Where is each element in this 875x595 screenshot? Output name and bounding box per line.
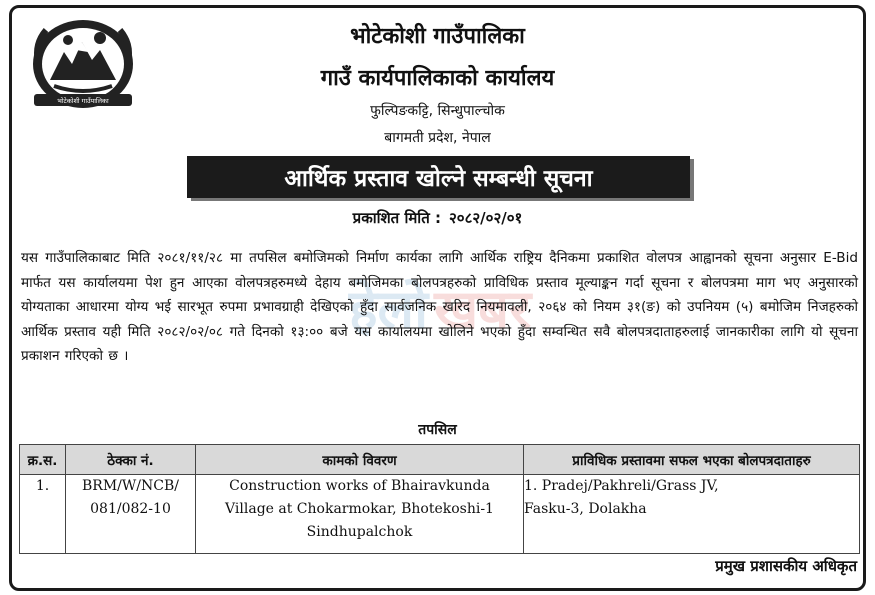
published-date-value: २०८२/०२/०१ — [448, 209, 523, 227]
bidder-line-2: Fasku-3, Dolakha — [524, 501, 647, 517]
contract-no-line-2: 081/082-10 — [90, 501, 171, 517]
header-sn: क्र.स. — [20, 445, 66, 475]
work-line-1: Construction works of Bhairavkunda — [229, 478, 490, 494]
bidder-line-1: 1. Pradej/Pakhreli/Grass JV, — [524, 478, 719, 494]
table-header-row — [20, 445, 860, 475]
notice-title: आर्थिक प्रस्ताव खोल्ने सम्बन्धी सूचना — [187, 156, 690, 198]
address-line-1: फुल्पिङकट्टि, सिन्धुपाल्चोक — [370, 103, 505, 119]
header-contract-no: ठेक्का नं. — [66, 445, 196, 475]
office-name: भोटेकोशी गाउँपालिका — [350, 24, 525, 49]
address-line-2: बागमती प्रदेश, नेपाल — [384, 130, 491, 146]
cell-work-description — [196, 475, 524, 554]
signatory-title: प्रमुख प्रशासकीय अधिकृत — [715, 557, 857, 575]
published-date-label: प्रकाशित मिति : — [352, 209, 441, 227]
contract-no-line-1: BRM/W/NCB/ — [82, 478, 179, 494]
svg-text:भोटेकोशी गाउँपालिका: भोटेकोशी गाउँपालिका — [57, 97, 109, 105]
bidders-table — [19, 444, 860, 554]
cell-sn: 1. — [20, 475, 66, 554]
annex-title: तपसिल — [418, 422, 457, 438]
cell-contract-no — [66, 475, 196, 554]
work-line-3: Sindhupalchok — [306, 524, 413, 540]
header-work-description: कामको विवरण — [196, 445, 524, 475]
work-line-2: Village at Chokarmokar, Bhotekoshi-1 — [225, 501, 494, 517]
header-successful-bidders: प्राविधिक प्रस्तावमा सफल भएका बोलपत्रदाताहरु — [524, 445, 860, 475]
table-row — [20, 475, 860, 554]
cell-bidders — [524, 475, 860, 554]
notice-body: यस गाउँपालिकाबाट मिति २०८१/११/२८ मा तपसिल बमोजिमको निर्माण कार्यका लागि आर्थिक राष्ट्रिय दैनिकमा प्रकाशित वोलपत्र आह्वानको सूचना अनुसार E-Bid मार्फत यस कार्यालयमा पेश हुन आएका वोलपत्रहरुमध्ये देहाय बमोजिमका बोलपत्रहरुको प्राविधिक प्रस्ताव मूल्याङ्कन गर्दा सूचना र बोलपत्रमा माग भए अनुसारको योग्यताका आधारमा योग्य भई सारभूत रुपमा प्रभावग्राही देखिएको हुँदा सार्वजनिक खरिद नियमावली, २०६४ को नियम ३१(ङ) को उपनियम (५) बमोजिम निजहरुको आर्थिक प्रस्ताव यही मिति २०८२/०२/०८ गते दिनको १३:०० बजे यस कार्यालयमा खोलिने भएको हुँदा सम्वन्धित सवै बोलपत्रदाताहरुलाई जानकारीका लागि यो सूचना प्रकाशन गरिएको छ । — [21, 250, 858, 365]
published-date — [0, 208, 875, 228]
office-subtitle: गाउँ कार्यपालिकाको कार्यालय — [320, 66, 555, 91]
